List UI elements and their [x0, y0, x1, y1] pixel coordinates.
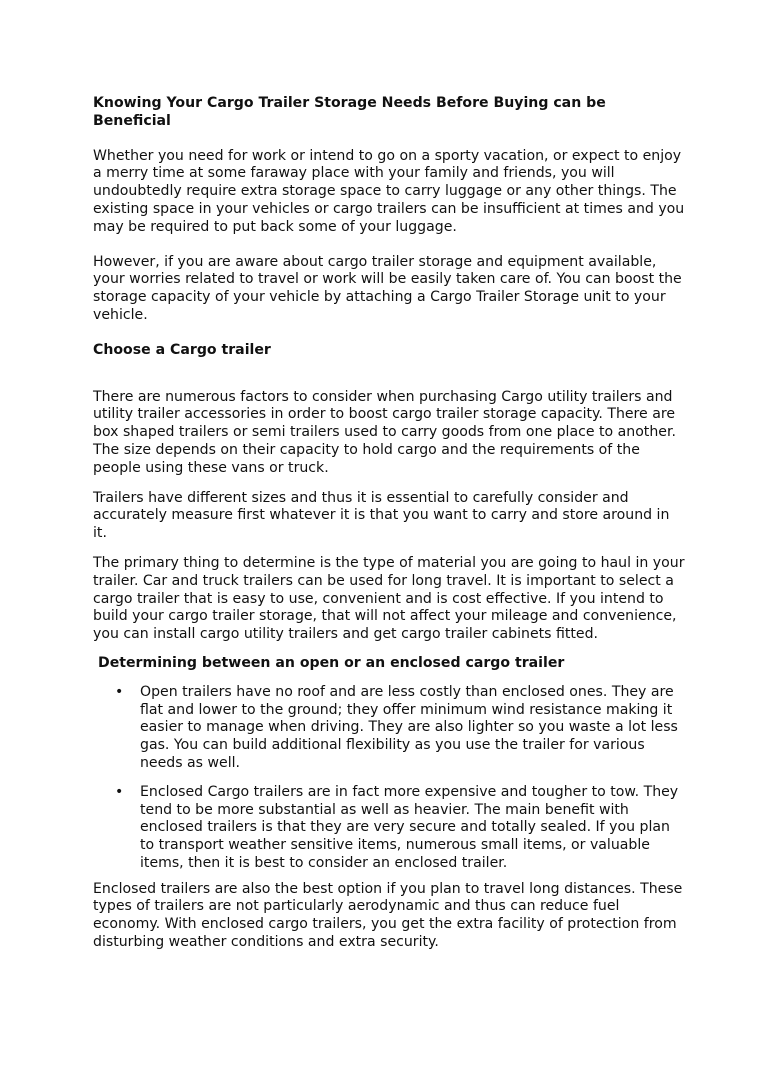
list-item-enclosed-trailers — [93, 784, 685, 873]
trailer-type-list — [93, 684, 685, 873]
section-heading-determining: Determining between an open or an enclosed cargo trailer — [98, 654, 565, 671]
intro-paragraph-2: However, if you are aware about cargo trailer storage and equipment available, your worries related to travel or work will be easily taken care of. You can boost the storage capacity of your vehicle by attaching a Cargo Trailer Storage unit to your vehicle. — [93, 253, 682, 323]
list-item-text: Enclosed Cargo trailers are in fact more expensive and tougher to tow. They tend to be more substantial as well as heavier. The main benefit with enclosed trailers is that they are very secure and totally sealed. If you plan to transport weather sensitive items, numerous small items, or valuable items, then it is best to consider an enclosed trailer. — [140, 783, 679, 871]
intro-paragraph-1: Whether you need for work or intend to go on a sporty vacation, or expect to enjoy a merry time at some faraway place with your family and friends, you will undoubtedly require extra storage space to carry luggage or any other things. The existing space in your vehicles or cargo trailers can be insufficient at times and you may be required to put back some of your luggage. — [93, 147, 685, 235]
document-page — [93, 95, 685, 952]
list-item-text: Open trailers have no roof and are less costly than enclosed ones. They are flat and lower to the ground; they offer minimum wind resistance making it easier to manage when driving. They are also lighter so you waste a lot less gas. You can build additional flexibility as you use the trailer for various needs as well. — [140, 683, 678, 771]
bullet-icon: • — [115, 783, 124, 800]
choose-paragraph-2: Trailers have different sizes and thus it is essential to carefully consider and accurately measure first whatever it is that you want to carry and store around in it. — [93, 489, 670, 542]
choose-paragraph-3: The primary thing to determine is the type of material you are going to haul in your trailer. Car and truck trailers can be used for long travel. It is important to select a cargo trailer that is easy to use, convenient and is cost effective. If you intend to build your cargo trailer storage, that will not affect your mileage and convenience, you can install cargo utility trailers and get cargo trailer cabinets fitted. — [93, 554, 685, 643]
bullet-icon: • — [115, 683, 124, 700]
list-item-open-trailers — [93, 684, 685, 773]
section-heading-choose: Choose a Cargo trailer — [93, 341, 271, 358]
closing-paragraph: Enclosed trailers are also the best option if you plan to travel long distances. These types of trailers are not particularly aerodynamic and thus can reduce fuel economy. With enclosed cargo trailers, you get the extra facility of protection from disturbing weather conditions and extra security. — [93, 880, 683, 951]
choose-paragraph-1: There are numerous factors to consider when purchasing Cargo utility trailers and utility trailer accessories in order to boost cargo trailer storage capacity. There are box shaped trailers or semi trailers used to carry goods from one place to another. The size depends on their capacity to hold cargo and the requirements of the people using these vans or truck. — [93, 388, 676, 476]
document-title: Knowing Your Cargo Trailer Storage Needs Before Buying can be Beneficial — [93, 95, 606, 129]
